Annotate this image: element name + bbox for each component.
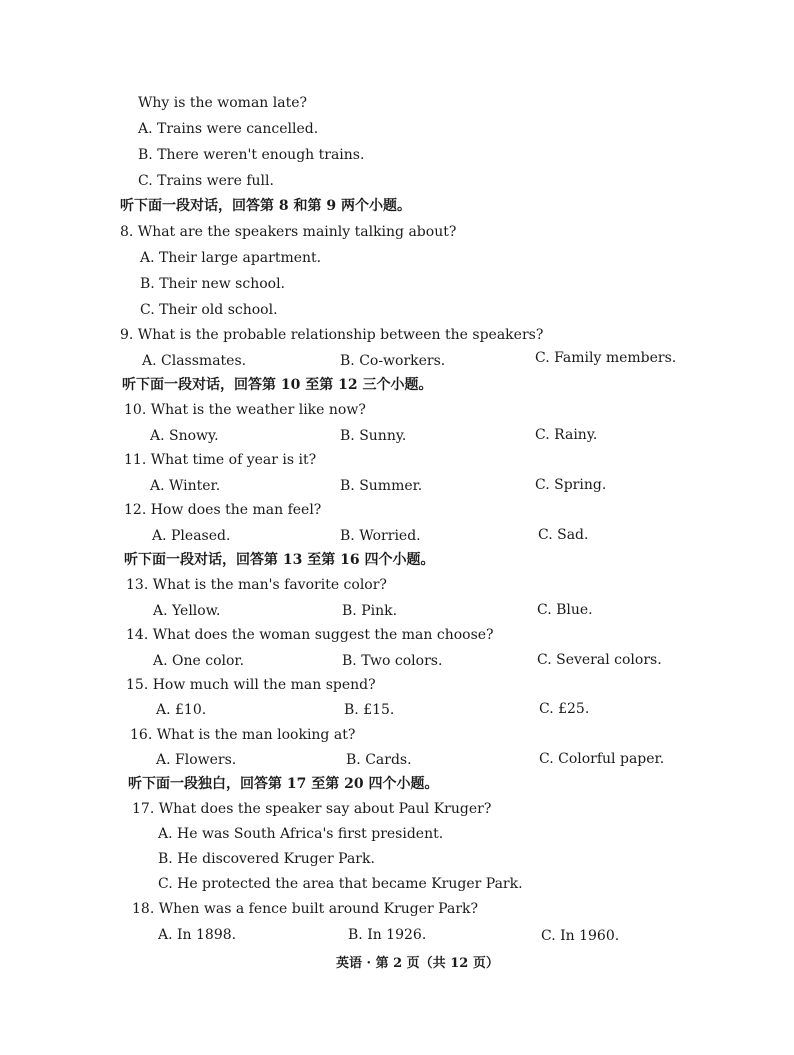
q10-option-a: A. Snowy. [150, 428, 219, 444]
q14-option-a: A. One color. [153, 653, 245, 669]
q12-question: 12. How does the man feel? [124, 502, 322, 518]
q17-option-b: B. He discovered Kruger Park. [158, 851, 375, 867]
q16-option-a: A. Flowers. [156, 752, 237, 768]
q10-question: 10. What is the weather like now? [124, 402, 366, 418]
q10-option-c: C. Rainy. [535, 427, 598, 443]
q16-option-c: C. Colorful paper. [539, 751, 665, 767]
q14-option-b: B. Two colors. [342, 653, 443, 669]
q8-option-c: C. Their old school. [140, 302, 278, 318]
q12-option-b: B. Worried. [340, 528, 421, 544]
q11-question: 11. What time of year is it? [124, 452, 317, 468]
q9-question: 9. What is the probable relationship between the speakers? [120, 327, 544, 343]
q18-option-b: B. In 1926. [348, 927, 427, 943]
q17-option-c: C. He protected the area that became Kruger Park. [158, 876, 523, 892]
q17-question: 17. What does the speaker say about Paul Kruger? [132, 801, 492, 817]
q12-option-a: A. Pleased. [152, 528, 231, 544]
q13-option-b: B. Pink. [342, 603, 398, 619]
q14-question: 14. What does the woman suggest the man choose? [126, 627, 494, 643]
page-footer: 英语 · 第 2 页（共 12 页） [336, 956, 499, 971]
q14-option-c: C. Several colors. [537, 652, 662, 668]
q10-option-b: B. Sunny. [340, 428, 407, 444]
q8-question: 8. What are the speakers mainly talking about? [120, 224, 457, 240]
q18-option-c: C. In 1960. [541, 928, 620, 944]
q18-question: 18. When was a fence built around Kruger Park? [132, 901, 478, 917]
q15-option-b: B. £15. [344, 702, 395, 718]
q11-option-c: C. Spring. [535, 477, 607, 493]
q7-option-b: B. There weren't enough trains. [138, 147, 365, 163]
instruction-17-20: 听下面一段独白，回答第 17 至第 20 四个小题。 [128, 776, 439, 792]
q9-option-c: C. Family members. [535, 350, 677, 366]
q7-option-a: A. Trains were cancelled. [138, 121, 319, 137]
q16-option-b: B. Cards. [346, 752, 412, 768]
q13-option-a: A. Yellow. [153, 603, 221, 619]
q15-question: 15. How much will the man spend? [126, 677, 376, 693]
q15-option-c: C. £25. [539, 701, 590, 717]
q8-option-b: B. Their new school. [140, 276, 286, 292]
q18-option-a: A. In 1898. [158, 927, 237, 943]
instruction-8-9: 听下面一段对话，回答第 8 和第 9 两个小题。 [120, 198, 411, 214]
q11-option-b: B. Summer. [340, 478, 423, 494]
q11-option-a: A. Winter. [150, 478, 221, 494]
q13-option-c: C. Blue. [537, 602, 593, 618]
q9-option-b: B. Co-workers. [340, 353, 446, 369]
instruction-13-16: 听下面一段对话，回答第 13 至第 16 四个小题。 [124, 552, 435, 568]
q13-question: 13. What is the man's favorite color? [126, 577, 387, 593]
q9-option-a: A. Classmates. [142, 353, 247, 369]
q17-option-a: A. He was South Africa's first president. [158, 826, 444, 842]
q7-option-c: C. Trains were full. [138, 173, 274, 189]
q7-question: Why is the woman late? [138, 95, 307, 111]
q12-option-c: C. Sad. [538, 527, 589, 543]
q15-option-a: A. £10. [156, 702, 207, 718]
q16-question: 16. What is the man looking at? [130, 727, 356, 743]
instruction-10-12: 听下面一段对话，回答第 10 至第 12 三个小题。 [122, 377, 433, 393]
q8-option-a: A. Their large apartment. [140, 250, 322, 266]
